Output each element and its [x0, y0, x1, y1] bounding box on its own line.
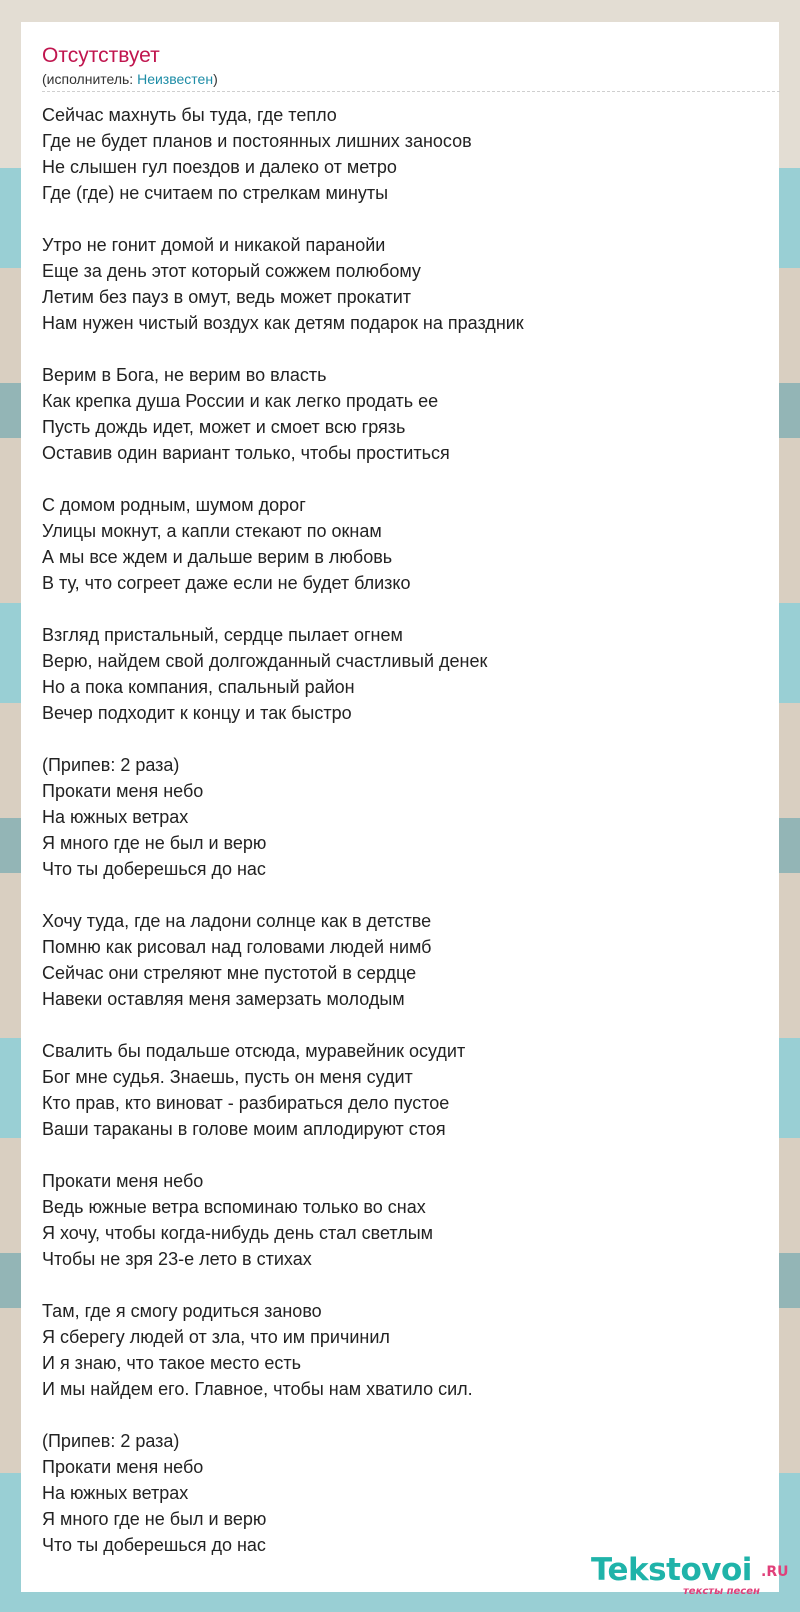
- lyrics-line: Верим в Бога, не верим во власть: [42, 365, 327, 385]
- lyrics-line: Там, где я смогу родиться заново: [42, 1301, 322, 1321]
- lyrics-line: В ту, что согреет даже если не будет близко: [42, 573, 411, 593]
- lyrics-line: (Припев: 2 раза): [42, 1431, 180, 1451]
- lyrics-line: Оставив один вариант только, чтобы проститься: [42, 443, 450, 463]
- lyrics-line: Прокати меня небо: [42, 1457, 204, 1477]
- artist-link[interactable]: Неизвестен: [137, 71, 214, 87]
- lyrics-line: Где не будет планов и постоянных лишних заносов: [42, 131, 472, 151]
- lyrics-line: Взгляд пристальный, сердце пылает огнем: [42, 625, 403, 645]
- lyrics-line: Сейчас махнуть бы туда, где тепло: [42, 105, 337, 125]
- tekstovoi-logo[interactable]: [591, 1552, 791, 1602]
- lyrics-line: Я хочу, чтобы когда-нибудь день стал светлым: [42, 1223, 434, 1243]
- lyrics-line: Пусть дождь идет, может и смоет всю грязь: [42, 417, 406, 437]
- lyrics-stanza: [42, 622, 762, 726]
- logo-tld: .RU: [761, 1564, 789, 1580]
- song-title: Отсутствует: [42, 44, 160, 67]
- artist-suffix: ): [213, 71, 218, 87]
- lyrics-line: С домом родным, шумом дорог: [42, 495, 306, 515]
- lyrics-line: Хочу туда, где на ладони солнце как в детстве: [42, 911, 432, 931]
- lyrics-stanza: [42, 102, 762, 206]
- lyrics-line: Вечер подходит к концу и так быстро: [42, 703, 352, 723]
- lyrics-line: На южных ветрах: [42, 1483, 189, 1503]
- lyrics-line: Кто прав, кто виноват - разбираться дело пустое: [42, 1093, 450, 1113]
- lyrics-line: Но а пока компания, спальный район: [42, 677, 355, 697]
- lyrics-line: Ведь южные ветра вспоминаю только во снах: [42, 1197, 426, 1217]
- lyrics-line: Еще за день этот который сожжем полюбому: [42, 261, 421, 281]
- lyrics-line: И я знаю, что такое место есть: [42, 1353, 302, 1373]
- logo-wordmark: Tekstovoi: [591, 1552, 752, 1588]
- lyrics-line: Как крепка душа России и как легко продать ее: [42, 391, 439, 411]
- artist-prefix: (исполнитель:: [42, 71, 138, 87]
- lyrics-line: Я много где не был и верю: [42, 1509, 267, 1529]
- lyrics-line: Бог мне судья. Знаешь, пусть он меня судит: [42, 1067, 413, 1087]
- lyrics-stanza: [42, 1168, 762, 1272]
- lyrics-line: Что ты доберешься до нас: [42, 1535, 266, 1555]
- lyrics-line: Утро не гонит домой и никакой паранойи: [42, 235, 386, 255]
- lyrics-text: [42, 102, 762, 1584]
- lyrics-line: Навеки оставляя меня замерзать молодым: [42, 989, 405, 1009]
- lyrics-stanza: [42, 492, 762, 596]
- lyrics-stanza: [42, 1038, 762, 1142]
- lyrics-stanza: [42, 908, 762, 1012]
- lyrics-line: Чтобы не зря 23-е лето в стихах: [42, 1249, 312, 1269]
- lyrics-stanza: [42, 232, 762, 336]
- lyrics-line: Помню как рисовал над головами людей нимб: [42, 937, 432, 957]
- artist-line: [42, 70, 218, 88]
- lyrics-line: Не слышен гул поездов и далеко от метро: [42, 157, 397, 177]
- lyrics-line: Сейчас они стреляют мне пустотой в сердце: [42, 963, 417, 983]
- lyrics-line: Верю, найдем свой долгожданный счастливый денек: [42, 651, 488, 671]
- lyrics-line: Что ты доберешься до нас: [42, 859, 266, 879]
- lyrics-line: Я много где не был и верю: [42, 833, 267, 853]
- lyrics-line: Где (где) не считаем по стрелкам минуты: [42, 183, 389, 203]
- logo-tagline: тексты песен: [683, 1586, 760, 1597]
- lyrics-line: Летим без пауз в омут, ведь может прокатит: [42, 287, 412, 307]
- lyrics-stanza: [42, 752, 762, 882]
- lyrics-stanza: [42, 1428, 762, 1558]
- title-divider: [42, 91, 780, 92]
- lyrics-line: (Припев: 2 раза): [42, 755, 180, 775]
- lyrics-line: Я сберегу людей от зла, что им причинил: [42, 1327, 390, 1347]
- lyrics-card: [21, 22, 789, 1597]
- lyrics-line: Ваши тараканы в голове моим аплодируют стоя: [42, 1119, 446, 1139]
- lyrics-line: Прокати меня небо: [42, 1171, 204, 1191]
- lyrics-line: Прокати меня небо: [42, 781, 204, 801]
- lyrics-stanza: [42, 1298, 762, 1402]
- lyrics-line: А мы все ждем и дальше верим в любовь: [42, 547, 393, 567]
- lyrics-line: Свалить бы подальше отсюда, муравейник осудит: [42, 1041, 466, 1061]
- lyrics-line: Нам нужен чистый воздух как детям подарок на праздник: [42, 313, 524, 333]
- lyrics-line: На южных ветрах: [42, 807, 189, 827]
- lyrics-line: И мы найдем его. Главное, чтобы нам хватило сил.: [42, 1379, 473, 1399]
- lyrics-line: Улицы мокнут, а капли стекают по окнам: [42, 521, 382, 541]
- lyrics-stanza: [42, 362, 762, 466]
